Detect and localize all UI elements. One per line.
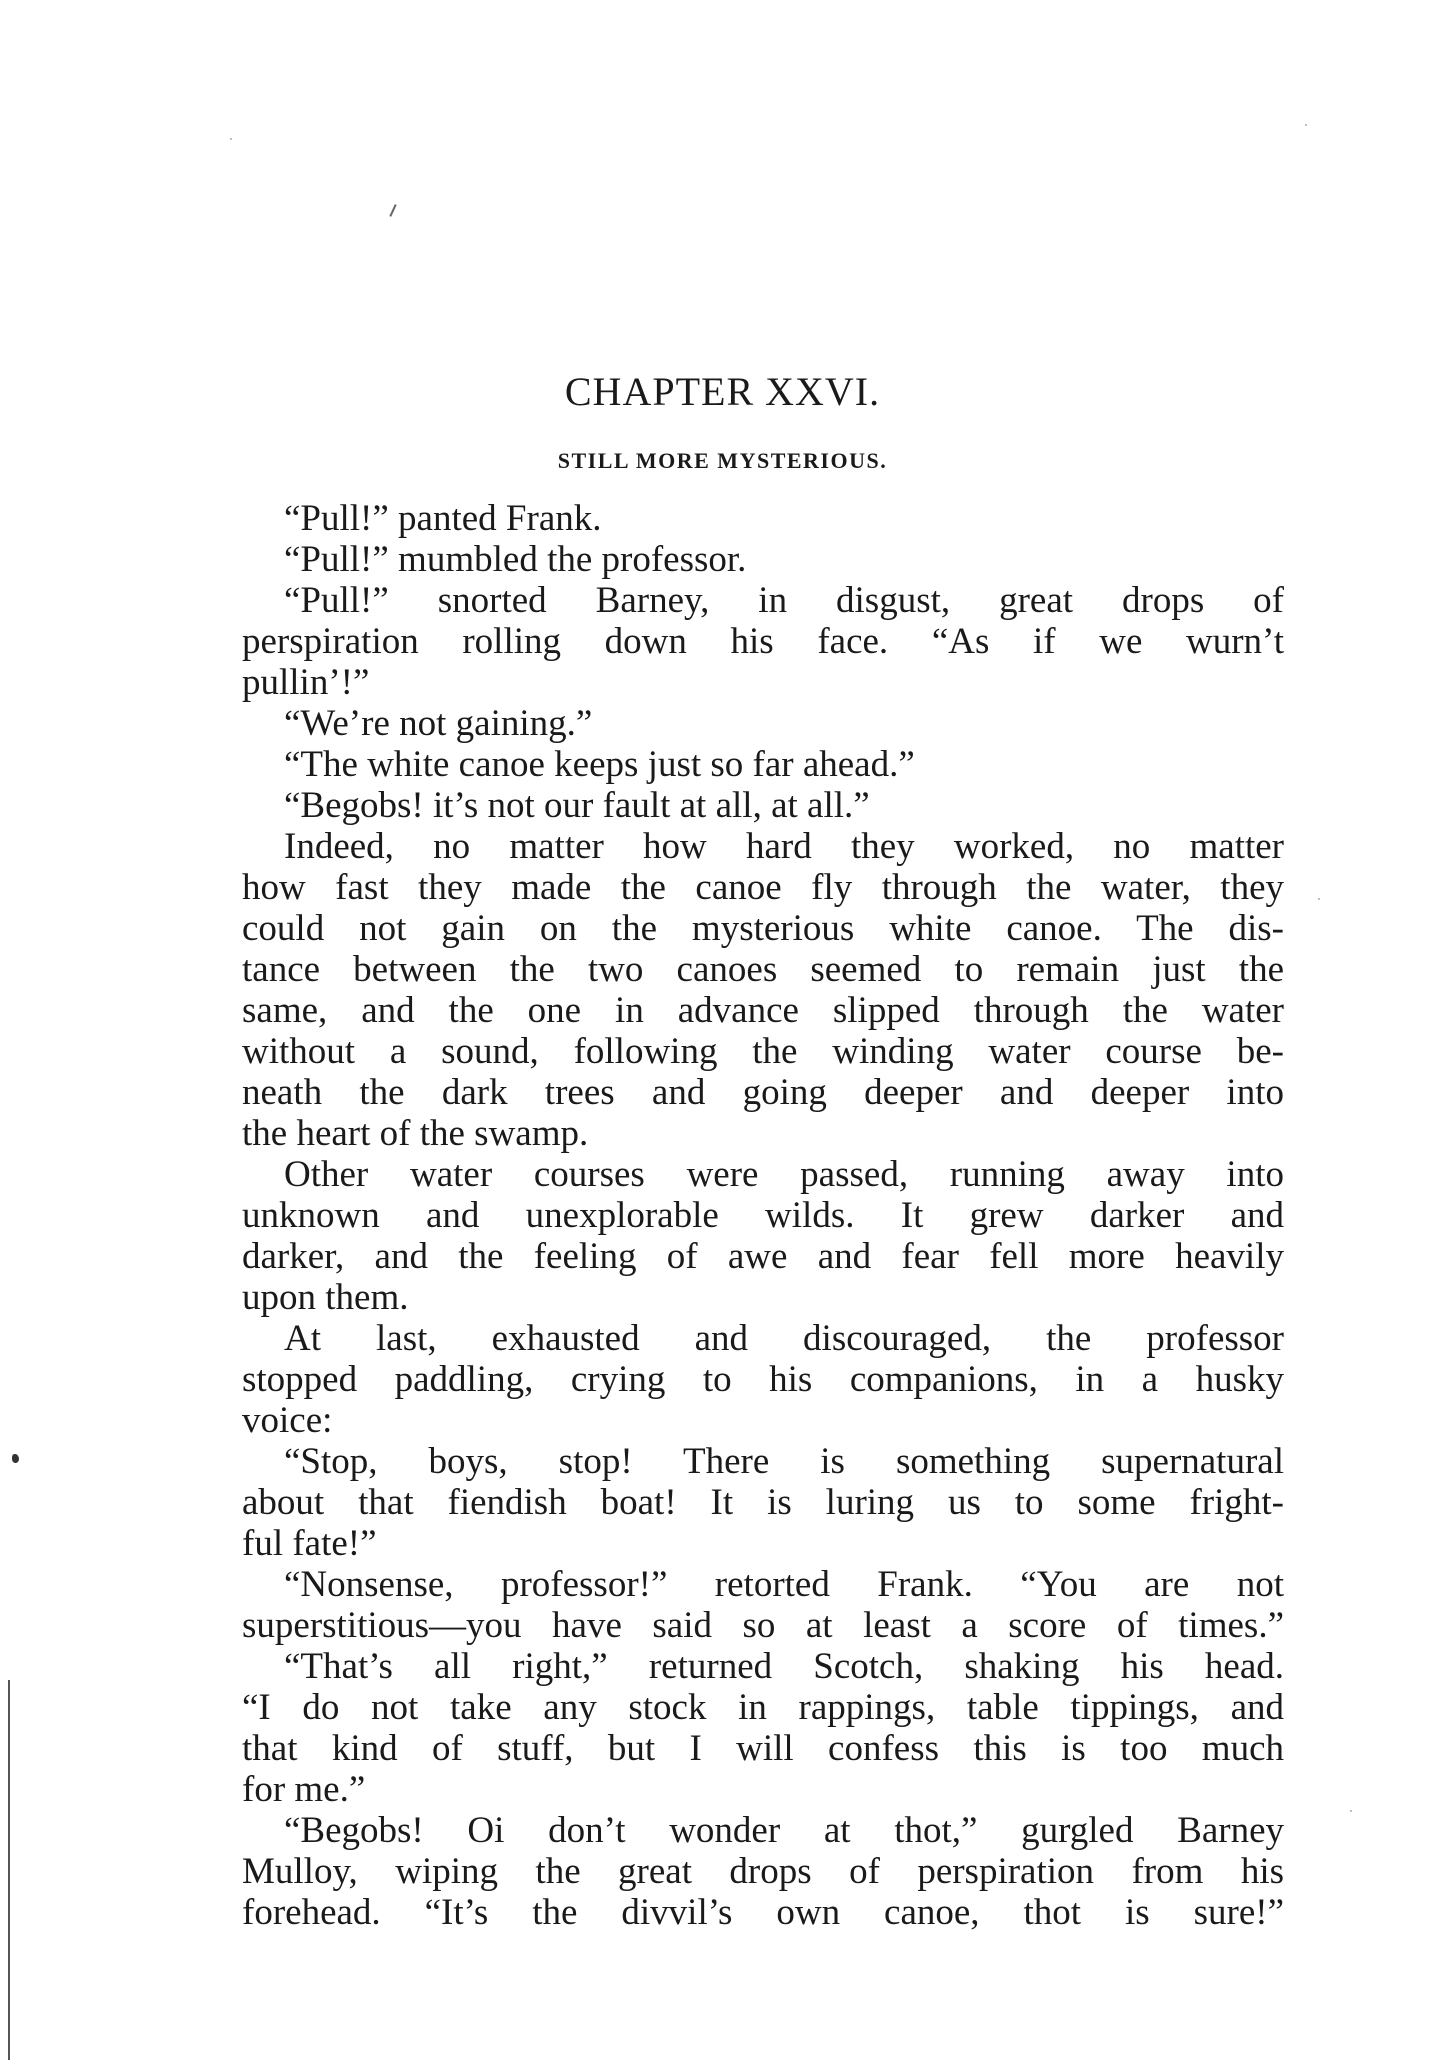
text-line: “That’s all right,” returned Scotch, shaking his head. — [284, 1646, 1284, 1687]
text-line: “Pull!” snorted Barney, in disgust, great drops of — [284, 580, 1284, 621]
text-line: At last, exhausted and discouraged, the professor — [284, 1318, 1284, 1359]
text-line: stopped paddling, crying to his companions, in a husky — [242, 1359, 1284, 1400]
text-line: “Pull!” panted Frank. — [284, 498, 602, 539]
text-line: “Begobs! Oi don’t wonder at thot,” gurgled Barney — [284, 1810, 1284, 1851]
ink-mark — [389, 204, 396, 217]
text-line: for me.” — [242, 1769, 366, 1810]
text-line: upon them. — [242, 1277, 409, 1318]
text-line: “I do not take any stock in rappings, table tippings, and — [242, 1687, 1284, 1728]
page-edge-line — [8, 1680, 10, 2060]
text-line: ful fate!” — [242, 1523, 377, 1564]
text-line: about that fiendish boat! It is luring us to some fright- — [242, 1482, 1284, 1523]
text-line: “Begobs! it’s not our fault at all, at all.” — [284, 785, 870, 826]
text-line: “Stop, boys, stop! There is something supernatural — [284, 1441, 1284, 1482]
text-line: the heart of the swamp. — [242, 1113, 589, 1154]
text-line: “Pull!” mumbled the professor. — [284, 539, 747, 580]
text-line: how fast they made the canoe fly through the water, they — [242, 867, 1284, 908]
text-line: neath the dark trees and going deeper and deeper into — [242, 1072, 1284, 1113]
text-line: “The white canoe keeps just so far ahead.” — [284, 744, 915, 785]
text-line: voice: — [242, 1400, 333, 1441]
margin-ink-blot — [12, 1454, 19, 1463]
text-line: “Nonsense, professor!” retorted Frank. “You are not — [284, 1564, 1284, 1605]
chapter-title: CHAPTER XXVI. — [564, 369, 881, 414]
text-line: could not gain on the mysterious white canoe. The dis- — [242, 908, 1284, 949]
text-line: perspiration rolling down his face. “As if we wurn’t — [242, 621, 1284, 662]
paper-speck — [1350, 1810, 1352, 1812]
text-line: superstitious—you have said so at least a score of times.” — [242, 1605, 1284, 1646]
text-line: pullin’!” — [242, 662, 370, 703]
text-line: darker, and the feeling of awe and fear fell more heavily — [242, 1236, 1284, 1277]
paper-speck — [1305, 124, 1307, 126]
paper-speck — [1318, 898, 1320, 900]
chapter-body-text — [242, 498, 1284, 1933]
text-line: Indeed, no matter how hard they worked, no matter — [284, 826, 1284, 867]
text-line: same, and the one in advance slipped through the water — [242, 990, 1284, 1031]
text-line: unknown and unexplorable wilds. It grew darker and — [242, 1195, 1284, 1236]
text-line: Other water courses were passed, running away into — [284, 1154, 1284, 1195]
text-line: tance between the two canoes seemed to remain just the — [242, 949, 1284, 990]
text-line: “We’re not gaining.” — [284, 703, 593, 744]
text-line: Mulloy, wiping the great drops of perspiration from his — [242, 1851, 1284, 1892]
text-line: without a sound, following the winding water course be- — [242, 1031, 1284, 1072]
paper-speck — [230, 138, 232, 140]
text-line: forehead. “It’s the divvil’s own canoe, thot is sure!” — [242, 1892, 1284, 1933]
chapter-subtitle: STILL MORE MYSTERIOUS. — [557, 448, 888, 473]
text-line: that kind of stuff, but I will confess this is too much — [242, 1728, 1284, 1769]
